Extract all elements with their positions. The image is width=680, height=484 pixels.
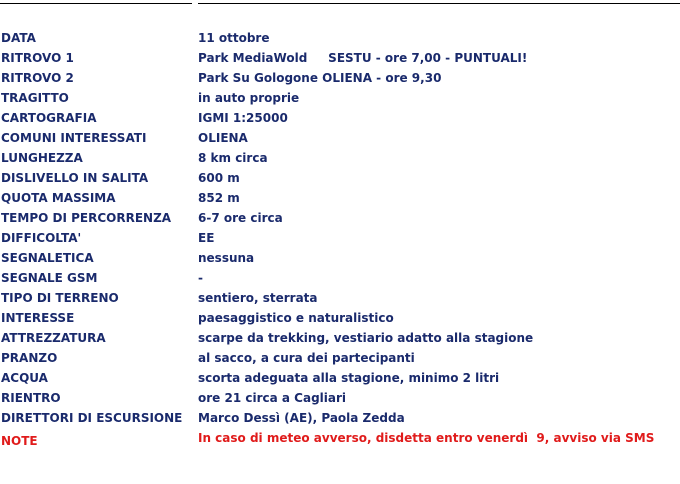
row-comuni-interessati xyxy=(0,128,680,148)
value-cartografia: IGMI 1:25000 xyxy=(198,111,288,125)
label-tempo-percorrenza: TEMPO DI PERCORRENZA xyxy=(1,211,172,225)
label-attrezzatura: ATTREZZATURA xyxy=(1,331,106,345)
label-ritrovo-2: RITROVO 2 xyxy=(1,71,74,85)
value-ritrovo-2: Park Su Gologone OLIENA - ore 9,30 xyxy=(198,71,442,85)
value-quota-massima: 852 m xyxy=(198,191,240,205)
row-ritrovo-2 xyxy=(0,68,680,88)
row-attrezzatura xyxy=(0,328,680,348)
value-tragitto: in auto proprie xyxy=(198,91,300,105)
label-quota-massima: QUOTA MASSIMA xyxy=(1,191,116,205)
label-difficolta: DIFFICOLTA' xyxy=(1,231,82,245)
label-direttori: DIRETTORI DI ESCURSIONE xyxy=(1,411,183,425)
row-interesse xyxy=(0,308,680,328)
top-rule-right xyxy=(198,3,680,4)
value-tempo-percorrenza: 6-7 ore circa xyxy=(198,211,283,225)
row-lunghezza xyxy=(0,148,680,168)
value-rientro: ore 21 circa a Cagliari xyxy=(198,391,347,405)
value-segnaletica: nessuna xyxy=(198,251,255,265)
label-lunghezza: LUNGHEZZA xyxy=(1,151,83,165)
label-pranzo: PRANZO xyxy=(1,351,58,365)
label-interesse: INTERESSE xyxy=(1,311,75,325)
value-tipo-terreno: sentiero, sterrata xyxy=(198,291,318,305)
row-tragitto xyxy=(0,88,680,108)
row-rientro xyxy=(0,388,680,408)
row-ritrovo-1 xyxy=(0,48,680,68)
row-segnale-gsm xyxy=(0,268,680,288)
excursion-info-table xyxy=(0,28,680,448)
row-acqua xyxy=(0,368,680,388)
value-interesse: paesaggistico e naturalistico xyxy=(198,311,394,325)
row-segnaletica xyxy=(0,248,680,268)
value-difficolta: EE xyxy=(198,231,215,245)
row-cartografia xyxy=(0,108,680,128)
label-tragitto: TRAGITTO xyxy=(1,91,69,105)
row-note xyxy=(0,428,680,448)
row-data xyxy=(0,28,680,48)
label-dislivello: DISLIVELLO IN SALITA xyxy=(1,171,149,185)
value-direttori: Marco Dessì (AE), Paola Zedda xyxy=(198,411,405,425)
row-direttori xyxy=(0,408,680,428)
label-rientro: RIENTRO xyxy=(1,391,61,405)
value-acqua: scorta adeguata alla stagione, minimo 2 litri xyxy=(198,371,500,385)
row-pranzo xyxy=(0,348,680,368)
value-note: In caso di meteo avverso, disdetta entro venerdì 9, avviso via SMS xyxy=(198,431,655,445)
label-ritrovo-1: RITROVO 1 xyxy=(1,51,74,65)
label-acqua: ACQUA xyxy=(1,371,48,385)
value-comuni-interessati: OLIENA xyxy=(198,131,248,145)
value-dislivello: 600 m xyxy=(198,171,240,185)
row-tipo-terreno xyxy=(0,288,680,308)
row-tempo-percorrenza xyxy=(0,208,680,228)
row-dislivello xyxy=(0,168,680,188)
label-segnaletica: SEGNALETICA xyxy=(1,251,94,265)
row-quota-massima xyxy=(0,188,680,208)
value-attrezzatura: scarpe da trekking, vestiario adatto alla stagione xyxy=(198,331,534,345)
value-data: 11 ottobre xyxy=(198,31,270,45)
label-segnale-gsm: SEGNALE GSM xyxy=(1,271,98,285)
value-segnale-gsm: - xyxy=(198,271,203,285)
label-comuni-interessati: COMUNI INTERESSATI xyxy=(1,131,147,145)
label-cartografia: CARTOGRAFIA xyxy=(1,111,97,125)
value-lunghezza: 8 km circa xyxy=(198,151,268,165)
label-data: DATA xyxy=(1,31,36,45)
top-rule-left xyxy=(0,3,192,4)
value-pranzo: al sacco, a cura dei partecipanti xyxy=(198,351,415,365)
value-ritrovo-1: Park MediaWold SESTU - ore 7,00 - PUNTUALI! xyxy=(198,51,528,65)
row-difficolta xyxy=(0,228,680,248)
label-note: NOTE xyxy=(1,434,38,448)
label-tipo-terreno: TIPO DI TERRENO xyxy=(1,291,119,305)
